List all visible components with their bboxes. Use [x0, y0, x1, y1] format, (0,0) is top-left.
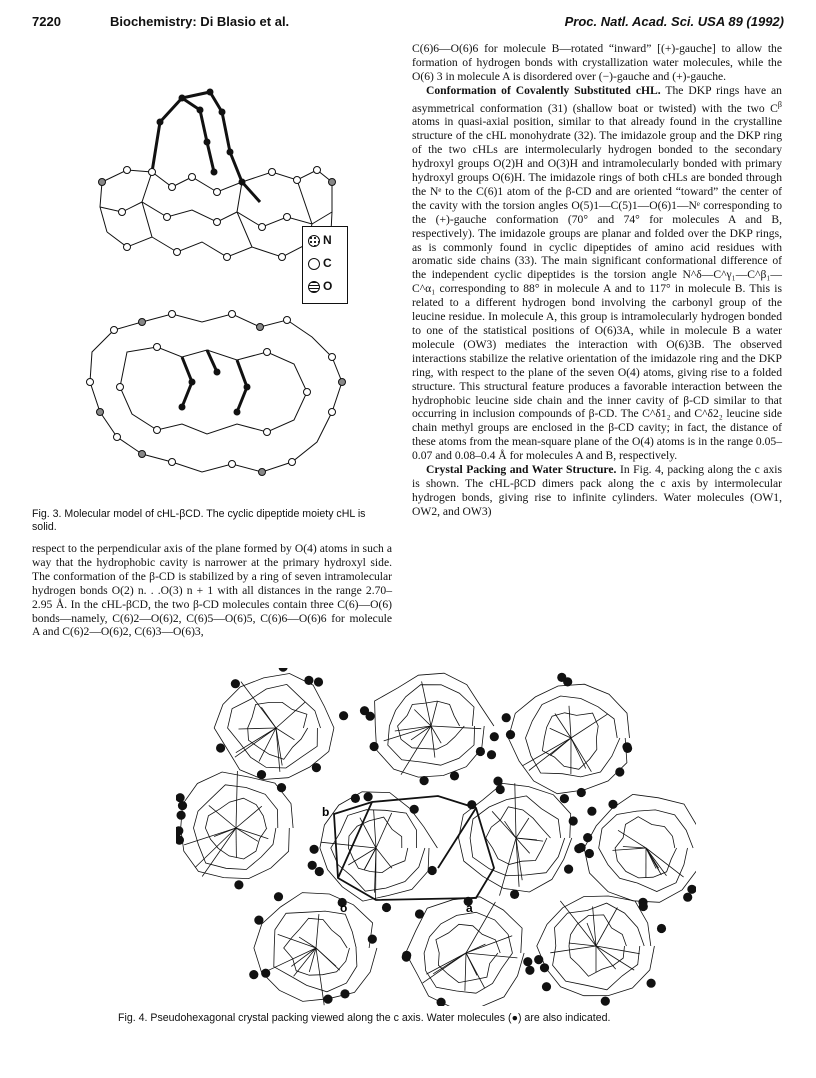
water-molecule — [585, 849, 594, 858]
water-molecule — [583, 833, 592, 842]
water-molecule — [277, 783, 286, 792]
water-molecule — [304, 676, 313, 685]
water-molecule — [382, 903, 391, 912]
figure-4-label: Fig. 4. — [118, 1012, 148, 1024]
water-molecule — [176, 793, 185, 802]
water-molecule — [525, 966, 534, 975]
figure-3-label: Fig. 3. — [32, 508, 62, 520]
molecule-cluster — [508, 684, 629, 794]
water-molecule — [310, 845, 319, 854]
oxygen-atom-icon — [308, 281, 320, 293]
section-heading: Crystal Packing and Water Structure. — [426, 463, 617, 477]
water-molecule — [254, 916, 263, 925]
legend-oxygen: O — [308, 279, 332, 297]
water-molecule — [315, 867, 324, 876]
figure-3-caption — [32, 508, 382, 534]
figure-4-crystal-packing — [176, 668, 696, 1006]
section-paragraph: Conformation of Covalently Substituted cHL. The DKP rings have an asymmetrical conformation (31) (shallow boat or twisted) with the two $C^\beta$ atoms in quasi-axial position, similar to that already found in the crystalline structure of the cHL monohydrate (32). The imidazole group and the DKP ring of the two cHLs are intermolecularly hydrogen bonded to the secondary hydroxyl groups O(2)H and O(3)H and intramolecularly bonded with primary hydroxyl groups O(6)H. The imidazole rings of both cHLs are bonded through the Nᵉ to the C(6)1 atom of the β-CD and are oriented “toward” the center of the cavity with the torsion angles O(5)1—C(5)1—O(6)1—Nᵉ corresponding to the (+)-gauche conformation (70° and 74° for molecules A and B, respectively). The imidazole groups are planar and folded over the DKP rings, as is commonly found in cyclic dipeptides of amino acid residues with aromatic side chains (33). The main significant conformational difference of the independent cyclic dipeptides is the torsion angle N^δ—C^γ₁—C^β₁—C^α₁ corresponding to 88° in molecule A and to 117° in molecule B. This is related to a different hydrogen bond involving the carbonyl group of the leucine residue. In molecule A, this group is intramolecularly hydrogen bonded to one of the statistical positions of O(6)3A, while in molecule B a water molecule (OW3) mediates the interaction with O(6)3B. The observed interactions stabilize the relative orientation of the imidazole ring and the DKP ring, with respect to the plane of the seven O(4) atoms, giving rise to a folded structure. This structural feature produces a favorable interaction between the hydrophobic leucine side chain and the inner cavity of β-CD similar to that occurring in inclusion compounds of β-CD. The C^δ1₂ and C^δ2₂ leucine side chain methyl groups are enclosed in the β-CD cavity; in fact, the distance of these atoms from the mean-square plane of the O(4) atoms is in the range 0.05–0.07 and 0.08–0.4 Å for molecules A and B, respectively. — [412, 83, 782, 463]
water-molecule — [231, 679, 240, 688]
water-molecule — [493, 777, 502, 786]
water-molecule — [364, 792, 373, 801]
running-header — [32, 14, 784, 34]
molecule-cluster — [459, 783, 572, 895]
water-molecule — [279, 668, 288, 672]
crystal-packing-drawing — [176, 668, 696, 1006]
nitrogen-atom-icon — [308, 235, 320, 247]
right-column-text — [412, 42, 782, 519]
water-molecule — [601, 997, 610, 1006]
molecule-cluster — [254, 893, 377, 1006]
water-molecule — [615, 767, 624, 776]
water-molecule — [623, 744, 632, 753]
water-molecule — [368, 935, 377, 944]
water-molecule — [502, 713, 511, 722]
left-column-text — [32, 542, 392, 639]
water-molecule — [476, 747, 485, 756]
water-molecule — [351, 794, 360, 803]
figure-4-caption — [118, 1012, 738, 1024]
water-molecule — [261, 969, 270, 978]
water-molecule — [569, 816, 578, 825]
water-molecule — [257, 770, 266, 779]
paragraph: respect to the perpendicular axis of the plane formed by O(4) atoms in such a way that the hydrophobic cavity is narrower at the primary hydroxyl side. The conformation of the β-CD is stabilized by a ring of seven intramolecular hydrogen bonds O(2) n. . .O(3) n + 1 with all distances in the range 2.70–2.95 Å. In the cHL-βCD, the two β-CD molecules contain three C(6)—O(6) bonds—namely, C(6)2—O(6)2, C(6)5—O(6)5, C(6)6—O(6)6 for molecule A and C(6)2—O(6)2, C(6)3—O(6)3, — [32, 542, 392, 639]
section-paragraph: Crystal Packing and Water Structure. In Fig. 4, packing along the c axis is shown. The cHL-βCD dimers pack along the c axis by intermolecular hydrogen bonds, giving rise to infinite cylinders. Water molecules (OW1, OW2, and OW3) — [412, 463, 782, 518]
water-molecule — [437, 998, 446, 1006]
water-molecule — [687, 885, 696, 894]
water-molecule — [339, 711, 348, 720]
axis-label-b: b — [322, 805, 330, 819]
molecule-cluster — [537, 896, 655, 996]
water-molecule — [370, 742, 379, 751]
water-molecule — [639, 902, 648, 911]
water-molecule — [557, 673, 566, 682]
legend-carbon: C — [308, 256, 332, 274]
water-molecule — [587, 807, 596, 816]
molecule-cluster — [181, 771, 293, 879]
water-molecule — [506, 730, 515, 739]
water-molecule — [608, 800, 617, 809]
water-molecule — [308, 861, 317, 870]
water-molecule — [177, 811, 186, 820]
water-molecule — [410, 805, 419, 814]
figure-3-caption-text: Molecular model of cHL-βCD. The cyclic dipeptide moiety cHL is solid. — [32, 508, 366, 533]
water-molecule — [402, 951, 411, 960]
water-molecule — [647, 979, 656, 988]
water-molecule — [178, 801, 187, 810]
water-molecule — [542, 982, 551, 991]
water-molecule — [216, 743, 225, 752]
water-molecule — [564, 865, 573, 874]
water-molecule — [420, 776, 429, 785]
water-molecule — [523, 957, 532, 966]
water-molecule — [577, 788, 586, 797]
molecule-cluster — [584, 794, 696, 902]
water-molecule — [274, 892, 283, 901]
water-molecule — [490, 732, 499, 741]
figure-4-caption-text: Pseudohexagonal crystal packing viewed along the c axis. Water molecules (●) are also indicated. — [150, 1012, 611, 1024]
water-molecule — [683, 893, 692, 902]
water-molecule — [366, 712, 375, 721]
water-molecule — [314, 677, 323, 686]
running-head: Biochemistry: Di Blasio et al. — [110, 14, 290, 29]
water-molecule — [487, 750, 496, 759]
water-molecule — [496, 785, 505, 794]
water-molecule — [577, 843, 586, 852]
water-molecule — [657, 924, 666, 933]
water-molecule — [560, 794, 569, 803]
axis-label-origin: o — [340, 901, 348, 915]
journal-citation: Proc. Natl. Acad. Sci. USA 89 (1992) — [564, 14, 784, 29]
water-molecule — [428, 866, 437, 875]
water-molecule — [323, 995, 332, 1004]
water-molecule — [534, 955, 543, 964]
molecule-cluster — [375, 673, 494, 777]
carbon-atom-icon — [308, 258, 320, 270]
water-molecule — [540, 963, 549, 972]
water-molecule — [450, 771, 459, 780]
paragraph: C(6)6—O(6)6 for molecule B—rotated “inward” [(+)-gauche] to allow the formation of hydrogen bonds with crystallization water molecules, while the O(6) 3 in molecule A is disordered over (−)-gauche and (+)-gauche. — [412, 42, 782, 83]
page-number: 7220 — [32, 14, 61, 29]
water-molecule — [234, 880, 243, 889]
figure-3-legend — [302, 226, 348, 304]
water-molecule — [312, 763, 321, 772]
molecule-cluster — [320, 792, 438, 901]
water-molecule — [176, 826, 183, 835]
water-molecule — [415, 909, 424, 918]
water-molecule — [510, 890, 519, 899]
water-molecule — [249, 970, 258, 979]
legend-nitrogen: N — [308, 233, 332, 251]
section-heading: Conformation of Covalently Substituted cHL. — [426, 83, 661, 97]
axis-label-a: a — [466, 901, 473, 915]
water-molecule — [340, 989, 349, 998]
